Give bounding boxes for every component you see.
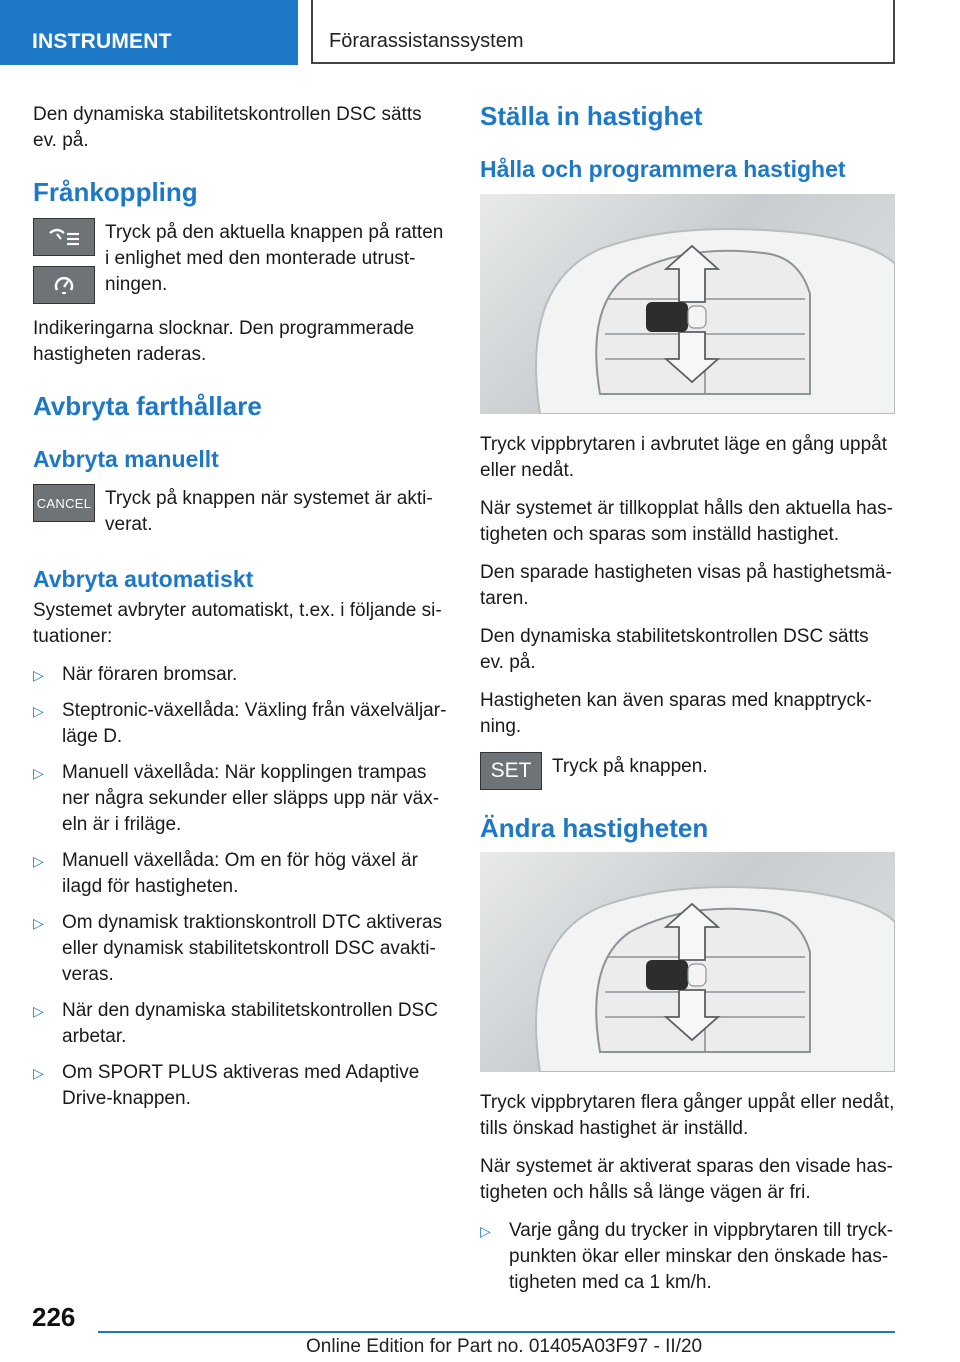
set-text: Tryck på knappen. [552, 756, 708, 777]
list-item-text: När den dynamiska stabilitetskontrollen DSC arbetar. [62, 1000, 438, 1047]
list-item-text: Om dynamisk traktionskontroll DTC aktiveras eller dynamisk stabilitetskontroll DSC avakti-veras. [62, 912, 443, 985]
rocker-switch-illustration [480, 194, 895, 414]
cancel-button-icon: CANCEL [33, 484, 95, 522]
auto-bullet-list [33, 662, 447, 1112]
header-title-box [311, 0, 895, 64]
right-paragraph-2: När systemet är tillkopplat hålls den aktuella has-tigheten och sparas som inställd hastighet. [480, 498, 893, 545]
right-paragraph-3: Den sparade hastigheten visas på hastighetsmä-taren. [480, 562, 892, 609]
list-item-text: Manuell växellåda: Om en för hög växel är ilagd för hastigheten. [62, 850, 418, 897]
intro-paragraph: Den dynamiska stabilitetskontrollen DSC sätts ev. på. [33, 104, 422, 151]
manuellt-row [33, 484, 447, 538]
list-item [33, 910, 447, 988]
triangle-bullet-icon: ▷ [33, 1003, 44, 1019]
list-item [33, 998, 447, 1050]
triangle-bullet-icon: ▷ [33, 667, 44, 683]
page-number: 226 [32, 1302, 76, 1332]
rocker-switch-illustration-2 [480, 852, 895, 1072]
speed-limiter-off-icon [33, 266, 95, 304]
right-paragraph-1: Tryck vippbrytaren i avbrutet läge en gång uppåt eller nedåt. [480, 434, 887, 481]
right-paragraph-6: Tryck vippbrytaren flera gånger uppåt eller nedåt, tills önskad hastighet är inställd. [480, 1092, 895, 1139]
footer-edition: Online Edition for Part no. 01405A03F97 - II/20 [306, 1336, 703, 1357]
triangle-bullet-icon: ▷ [33, 1065, 44, 1081]
list-item-text: Varje gång du trycker in vippbrytaren till tryck-punkten ökar eller minskar den önskade has-tigheten med ca 1 km/h. [509, 1220, 894, 1293]
right-paragraph-4: Den dynamiska stabilitetskontrollen DSC sätts ev. på. [480, 626, 869, 673]
header-section-label: INSTRUMENT [32, 30, 172, 53]
list-item [33, 698, 447, 750]
frankoppling-row [33, 218, 447, 304]
list-item [33, 760, 447, 838]
list-item [33, 848, 447, 900]
set-button-icon: SET [480, 752, 542, 790]
steering-wheel-rocker-photo [480, 194, 895, 414]
heading-stalla-in-hastighet: Ställa in hastighet [480, 101, 703, 131]
set-icons [480, 752, 542, 790]
footer-divider [98, 1331, 895, 1333]
header-title: Förarassistanssystem [329, 30, 524, 52]
manuellt-text: Tryck på knappen när systemet är akti-verat. [105, 488, 433, 535]
triangle-bullet-icon: ▷ [33, 765, 44, 781]
list-item-text: Manuell växellåda: När kopplingen trampas ner några sekunder eller släpps upp när väx-eln är i friläge. [62, 762, 440, 835]
left-column [33, 102, 447, 1122]
heading-avbryta-farthallare: Avbryta farthållare [33, 391, 262, 421]
right-paragraph-5: Hastigheten kan även sparas med knapptryck-ning. [480, 690, 872, 737]
triangle-bullet-icon: ▷ [33, 853, 44, 869]
set-row [480, 752, 896, 790]
list-item-text: Steptronic-växellåda: Växling från växelväljar-läge D. [62, 700, 447, 747]
list-item-text: När föraren bromsar. [62, 664, 238, 685]
triangle-bullet-icon: ▷ [480, 1223, 491, 1239]
header-section [0, 0, 298, 65]
list-item-text: Om SPORT PLUS aktiveras med Adaptive Drive-knappen. [62, 1062, 420, 1109]
heading-avbryta-automatiskt: Avbryta automatiskt [33, 566, 254, 592]
indikering-paragraph: Indikeringarna slocknar. Den programmerade hastigheten raderas. [33, 318, 415, 365]
right-paragraph-7: När systemet är aktiverat sparas den visade has-tigheten och hålls så länge vägen är fri. [480, 1156, 893, 1203]
right-column [480, 102, 896, 1306]
right-bullet-list [480, 1218, 896, 1296]
cruise-control-off-icon [33, 218, 95, 256]
triangle-bullet-icon: ▷ [33, 915, 44, 931]
list-item [480, 1218, 896, 1296]
heading-andra-hastigheten: Ändra hastigheten [480, 813, 709, 843]
triangle-bullet-icon: ▷ [33, 703, 44, 719]
frankoppling-text: Tryck på den aktuella knappen på ratten i enlighet med den monterade utrust-ningen. [105, 222, 444, 295]
steering-wheel-rocker-photo-2 [480, 852, 895, 1072]
heading-frankoppling: Frånkoppling [33, 177, 198, 207]
frankoppling-icons [33, 218, 95, 304]
list-item [33, 662, 447, 688]
list-item [33, 1060, 447, 1112]
manuellt-icons [33, 484, 95, 522]
auto-paragraph: Systemet avbryter automatiskt, t.ex. i följande si-tuationer: [33, 600, 442, 647]
heading-halla-programmera: Hålla och programmera hastighet [480, 156, 846, 182]
heading-avbryta-manuellt: Avbryta manuellt [33, 446, 219, 472]
